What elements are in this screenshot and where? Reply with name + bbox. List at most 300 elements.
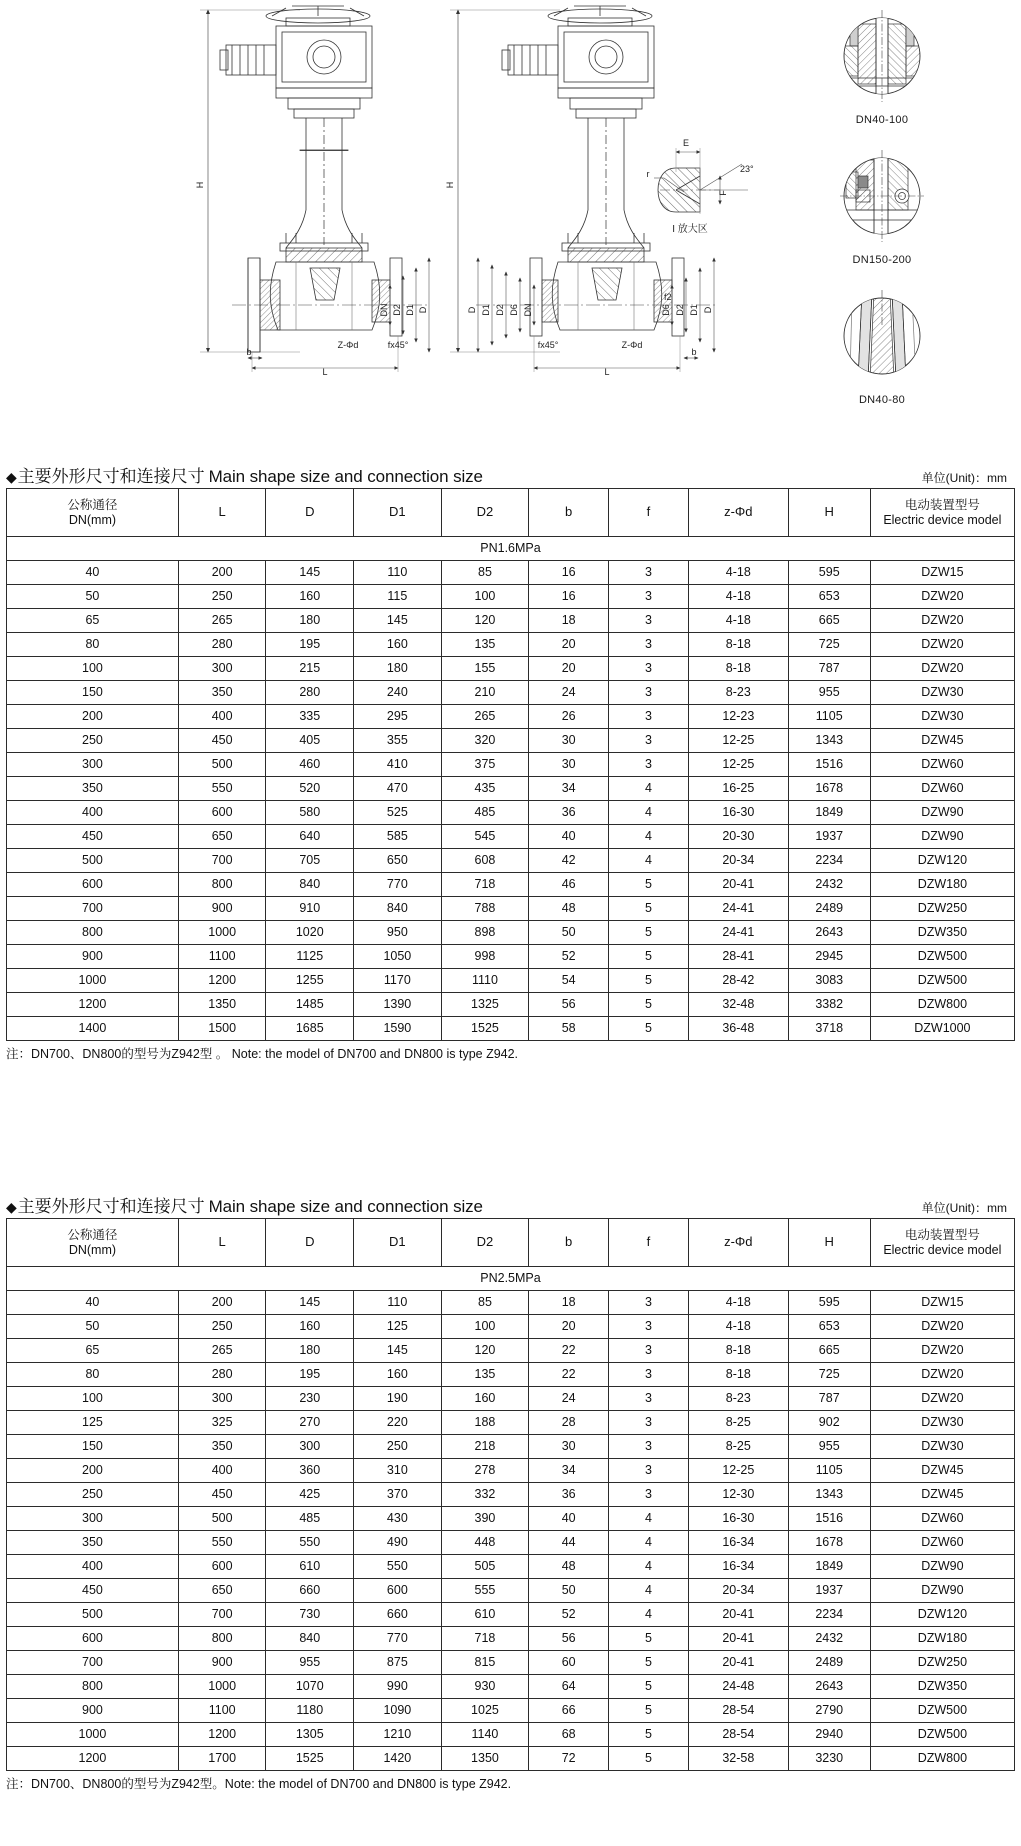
- table-row: [7, 681, 1015, 705]
- table-cell-D1: 990: [354, 1675, 442, 1699]
- table-cell-电动装置型号: DZW20: [870, 1315, 1014, 1339]
- table-cell-D1: 650: [354, 849, 442, 873]
- table-cell-b: 30: [529, 1435, 609, 1459]
- table-cell-D2: 998: [441, 945, 529, 969]
- table-cell-L: 350: [178, 1435, 266, 1459]
- table-header-row-pn25: [7, 1219, 1015, 1267]
- section-header-pn16: [0, 462, 1021, 488]
- table-row: [7, 777, 1015, 801]
- table-cell-电动装置型号: DZW500: [870, 1723, 1014, 1747]
- table-cell-f: 3: [609, 1459, 689, 1483]
- table-cell-公称通径: 200: [7, 705, 179, 729]
- table-cell-f: 4: [609, 1507, 689, 1531]
- table-row: [7, 1483, 1015, 1507]
- table-cell-电动装置型号: DZW20: [870, 1387, 1014, 1411]
- table-cell-公称通径: 400: [7, 801, 179, 825]
- table-cell-D2: 1110: [441, 969, 529, 993]
- table-cell-公称通径: 900: [7, 1699, 179, 1723]
- table-cell-D2: 320: [441, 729, 529, 753]
- col-header-b: b: [529, 489, 609, 537]
- table-cell-公称通径: 500: [7, 1603, 179, 1627]
- section-title-pn16: [6, 462, 483, 487]
- table-cell-b: 18: [529, 1291, 609, 1315]
- table-row: [7, 1435, 1015, 1459]
- section-title-en: Main shape size and connection size: [208, 467, 483, 486]
- table-cell-z-Φd: 20-41: [688, 873, 788, 897]
- table-cell-公称通径: 80: [7, 1363, 179, 1387]
- table-cell-电动装置型号: DZW180: [870, 873, 1014, 897]
- table-cell-z-Φd: 4-18: [688, 609, 788, 633]
- table-cell-L: 1200: [178, 1723, 266, 1747]
- table-cell-D1: 160: [354, 633, 442, 657]
- table-cell-z-Φd: 8-23: [688, 681, 788, 705]
- table-cell-L: 450: [178, 729, 266, 753]
- technical-drawing: [0, 0, 1021, 440]
- table-cell-D: 550: [266, 1531, 354, 1555]
- dim-label-L-left: L: [322, 367, 328, 377]
- table-cell-b: 20: [529, 657, 609, 681]
- dimension-table-pn16: [6, 488, 1015, 1041]
- col-header-D2-2: D2: [441, 1219, 529, 1267]
- table-cell-D1: 125: [354, 1315, 442, 1339]
- table-row: [7, 1363, 1015, 1387]
- table-cell-电动装置型号: DZW90: [870, 801, 1014, 825]
- table-cell-电动装置型号: DZW500: [870, 945, 1014, 969]
- detail-dn150-200-figure: [832, 146, 932, 246]
- detail-zoom-caption: I 放大区: [672, 224, 708, 235]
- table-cell-公称通径: 150: [7, 1435, 179, 1459]
- table-cell-D: 425: [266, 1483, 354, 1507]
- table-header-row-pn16: [7, 489, 1015, 537]
- table-body-pn25: [7, 1267, 1015, 1771]
- table-cell-电动装置型号: DZW45: [870, 1483, 1014, 1507]
- table-cell-D2: 1350: [441, 1747, 529, 1771]
- table-cell-H: 3718: [788, 1017, 870, 1041]
- table-cell-f: 4: [609, 1603, 689, 1627]
- table-cell-公称通径: 800: [7, 921, 179, 945]
- table-note-pn16: 注：DN700、DN800的型号为Z942型 。 Note: the model of DN700 and DN800 is type Z942.: [6, 1047, 519, 1061]
- table-cell-电动装置型号: DZW60: [870, 1507, 1014, 1531]
- table-cell-D2: 485: [441, 801, 529, 825]
- col-header-model-en: Electric device model: [883, 512, 1002, 527]
- table-cell-z-Φd: 28-54: [688, 1723, 788, 1747]
- table-cell-f: 3: [609, 657, 689, 681]
- table-cell-D: 910: [266, 897, 354, 921]
- table-cell-z-Φd: 24-41: [688, 897, 788, 921]
- table-cell-D2: 930: [441, 1675, 529, 1699]
- table-cell-D1: 490: [354, 1531, 442, 1555]
- pressure-class-row-pn16: [7, 537, 1015, 561]
- table-cell-公称通径: 350: [7, 777, 179, 801]
- table-cell-电动装置型号: DZW90: [870, 1579, 1014, 1603]
- table-row: [7, 1411, 1015, 1435]
- table-cell-H: 1849: [788, 1555, 870, 1579]
- table-cell-D2: 718: [441, 873, 529, 897]
- table-row: [7, 945, 1015, 969]
- table-cell-D: 1685: [266, 1017, 354, 1041]
- table-cell-D2: 555: [441, 1579, 529, 1603]
- detail-caption-dn40-80: DN40-80: [858, 394, 906, 406]
- table-cell-电动装置型号: DZW20: [870, 1339, 1014, 1363]
- table-cell-L: 200: [178, 561, 266, 585]
- table-cell-z-Φd: 8-18: [688, 633, 788, 657]
- table-cell-f: 5: [609, 1747, 689, 1771]
- table-cell-b: 60: [529, 1651, 609, 1675]
- table-cell-f: 3: [609, 1339, 689, 1363]
- pressure-class-row-pn25: [7, 1267, 1015, 1291]
- table-cell-b: 48: [529, 897, 609, 921]
- table-row: [7, 1459, 1015, 1483]
- table-cell-b: 46: [529, 873, 609, 897]
- table-cell-电动装置型号: DZW20: [870, 633, 1014, 657]
- table-cell-L: 400: [178, 1459, 266, 1483]
- table-cell-电动装置型号: DZW800: [870, 1747, 1014, 1771]
- table-cell-H: 1678: [788, 777, 870, 801]
- table-cell-z-Φd: 20-41: [688, 1627, 788, 1651]
- table-cell-D: 160: [266, 1315, 354, 1339]
- table-row: [7, 1747, 1015, 1771]
- table-cell-D: 1305: [266, 1723, 354, 1747]
- table-cell-D1: 190: [354, 1387, 442, 1411]
- table-cell-电动装置型号: DZW45: [870, 729, 1014, 753]
- table-cell-b: 56: [529, 993, 609, 1017]
- table-row: [7, 825, 1015, 849]
- table-cell-D2: 155: [441, 657, 529, 681]
- table-row: [7, 1579, 1015, 1603]
- table-row: [7, 657, 1015, 681]
- table-cell-z-Φd: 8-23: [688, 1387, 788, 1411]
- table-cell-z-Φd: 16-25: [688, 777, 788, 801]
- table-cell-电动装置型号: DZW500: [870, 1699, 1014, 1723]
- table-cell-L: 650: [178, 825, 266, 849]
- dim-label-zphid-right: Z-Φd: [621, 340, 643, 350]
- svg-text:DN: DN: [379, 303, 389, 317]
- table-cell-D2: 265: [441, 705, 529, 729]
- col-header-dn-cn-2: 公称通径: [67, 1228, 118, 1243]
- table-cell-D1: 770: [354, 1627, 442, 1651]
- table-cell-H: 1105: [788, 1459, 870, 1483]
- table-cell-D: 230: [266, 1387, 354, 1411]
- table-cell-L: 800: [178, 873, 266, 897]
- col-header-f: f: [609, 489, 689, 537]
- table-cell-电动装置型号: DZW20: [870, 609, 1014, 633]
- table-cell-z-Φd: 20-34: [688, 849, 788, 873]
- table-cell-公称通径: 100: [7, 1387, 179, 1411]
- table-row: [7, 1651, 1015, 1675]
- table-cell-L: 1200: [178, 969, 266, 993]
- table-cell-z-Φd: 24-48: [688, 1675, 788, 1699]
- col-header-dn-en: DN(mm): [68, 512, 117, 527]
- seat-detail-column: [762, 0, 1021, 406]
- table-cell-L: 400: [178, 705, 266, 729]
- col-header-model-en-2: Electric device model: [883, 1242, 1002, 1257]
- table-cell-D1: 1170: [354, 969, 442, 993]
- table-cell-D: 160: [266, 585, 354, 609]
- table-cell-D1: 160: [354, 1363, 442, 1387]
- table-cell-公称通径: 80: [7, 633, 179, 657]
- table-cell-公称通径: 900: [7, 945, 179, 969]
- table-cell-公称通径: 300: [7, 1507, 179, 1531]
- table-cell-b: 66: [529, 1699, 609, 1723]
- table-cell-D1: 1090: [354, 1699, 442, 1723]
- detail-dn40-80: [812, 286, 952, 406]
- table-cell-f: 5: [609, 1675, 689, 1699]
- table-cell-f: 3: [609, 1411, 689, 1435]
- table-cell-f: 3: [609, 705, 689, 729]
- table-cell-电动装置型号: DZW350: [870, 921, 1014, 945]
- table-cell-z-Φd: 32-48: [688, 993, 788, 1017]
- table-cell-H: 595: [788, 1291, 870, 1315]
- detail-dn150-200: [812, 146, 952, 266]
- table-cell-D1: 145: [354, 609, 442, 633]
- table-cell-f: 3: [609, 1315, 689, 1339]
- table-cell-公称通径: 1400: [7, 1017, 179, 1041]
- table-row: [7, 1603, 1015, 1627]
- table-cell-D: 640: [266, 825, 354, 849]
- table-cell-D1: 1420: [354, 1747, 442, 1771]
- table-cell-公称通径: 350: [7, 1531, 179, 1555]
- table-cell-b: 30: [529, 729, 609, 753]
- table-cell-公称通径: 600: [7, 873, 179, 897]
- table-cell-H: 902: [788, 1411, 870, 1435]
- dim-label-H-right: H: [445, 181, 455, 189]
- table-cell-H: 3230: [788, 1747, 870, 1771]
- table-cell-H: 2234: [788, 849, 870, 873]
- table-cell-f: 3: [609, 609, 689, 633]
- bullet-diamond-icon-2: ◆: [6, 1199, 17, 1215]
- col-header-zphid-2: z-Φd: [688, 1219, 788, 1267]
- table-cell-H: 725: [788, 633, 870, 657]
- table-cell-z-Φd: 36-48: [688, 1017, 788, 1041]
- svg-text:D1: D1: [689, 304, 699, 316]
- table-cell-公称通径: 700: [7, 897, 179, 921]
- dim-label-chamfer-left: fx45°: [387, 340, 409, 350]
- table-cell-D1: 110: [354, 561, 442, 585]
- pressure-class-label: PN1.6MPa: [7, 537, 1015, 561]
- table-cell-D2: 1025: [441, 1699, 529, 1723]
- table-cell-D: 705: [266, 849, 354, 873]
- table-cell-f: 3: [609, 585, 689, 609]
- table-cell-z-Φd: 8-25: [688, 1435, 788, 1459]
- section-header-pn25: [0, 1192, 1021, 1218]
- table-cell-电动装置型号: DZW60: [870, 777, 1014, 801]
- section-pn16: [0, 462, 1021, 1062]
- table-cell-D1: 770: [354, 873, 442, 897]
- table-cell-D2: 160: [441, 1387, 529, 1411]
- table-cell-b: 34: [529, 777, 609, 801]
- dim-label-b-left: b: [246, 347, 252, 357]
- table-cell-H: 1516: [788, 753, 870, 777]
- table-cell-D2: 718: [441, 1627, 529, 1651]
- table-cell-b: 58: [529, 1017, 609, 1041]
- table-row: [7, 897, 1015, 921]
- col-header-dn: [7, 489, 179, 537]
- table-cell-H: 665: [788, 1339, 870, 1363]
- table-cell-L: 450: [178, 1483, 266, 1507]
- table-cell-z-Φd: 16-34: [688, 1531, 788, 1555]
- col-header-H-2: H: [788, 1219, 870, 1267]
- table-row: [7, 801, 1015, 825]
- table-cell-H: 2432: [788, 873, 870, 897]
- table-cell-L: 1000: [178, 1675, 266, 1699]
- table-cell-D2: 278: [441, 1459, 529, 1483]
- table-cell-D2: 505: [441, 1555, 529, 1579]
- table-cell-H: 1937: [788, 1579, 870, 1603]
- table-cell-电动装置型号: DZW250: [870, 897, 1014, 921]
- table-cell-z-Φd: 32-58: [688, 1747, 788, 1771]
- table-cell-L: 250: [178, 585, 266, 609]
- table-cell-电动装置型号: DZW45: [870, 1459, 1014, 1483]
- table-cell-z-Φd: 12-25: [688, 753, 788, 777]
- table-cell-f: 5: [609, 945, 689, 969]
- table-cell-L: 280: [178, 1363, 266, 1387]
- table-cell-D: 215: [266, 657, 354, 681]
- table-cell-D2: 545: [441, 825, 529, 849]
- table-cell-D1: 370: [354, 1483, 442, 1507]
- table-cell-D: 405: [266, 729, 354, 753]
- table-cell-L: 500: [178, 1507, 266, 1531]
- table-cell-D: 730: [266, 1603, 354, 1627]
- table-cell-b: 20: [529, 633, 609, 657]
- table-cell-b: 24: [529, 1387, 609, 1411]
- table-cell-L: 800: [178, 1627, 266, 1651]
- table-cell-b: 72: [529, 1747, 609, 1771]
- table-cell-电动装置型号: DZW20: [870, 585, 1014, 609]
- col-header-D: D: [266, 489, 354, 537]
- table-cell-L: 600: [178, 1555, 266, 1579]
- table-cell-b: 16: [529, 585, 609, 609]
- table-cell-D1: 875: [354, 1651, 442, 1675]
- table-cell-D1: 525: [354, 801, 442, 825]
- table-row: [7, 969, 1015, 993]
- table-cell-b: 48: [529, 1555, 609, 1579]
- table-row: [7, 705, 1015, 729]
- table-cell-b: 56: [529, 1627, 609, 1651]
- table-cell-D: 1525: [266, 1747, 354, 1771]
- col-header-model-cn: 电动装置型号: [904, 498, 980, 513]
- table-cell-D1: 600: [354, 1579, 442, 1603]
- table-cell-H: 653: [788, 1315, 870, 1339]
- table-row: [7, 849, 1015, 873]
- table-cell-z-Φd: 8-25: [688, 1411, 788, 1435]
- table-cell-D: 180: [266, 609, 354, 633]
- table-cell-f: 3: [609, 1387, 689, 1411]
- table-cell-公称通径: 1000: [7, 1723, 179, 1747]
- table-cell-f: 3: [609, 1435, 689, 1459]
- table-cell-D1: 115: [354, 585, 442, 609]
- table-cell-H: 2790: [788, 1699, 870, 1723]
- table-row: [7, 1507, 1015, 1531]
- table-cell-公称通径: 125: [7, 1411, 179, 1435]
- table-cell-z-Φd: 20-34: [688, 1579, 788, 1603]
- col-header-model-2: [870, 1219, 1014, 1267]
- bullet-diamond-icon: ◆: [6, 469, 17, 485]
- table-cell-D1: 470: [354, 777, 442, 801]
- table-cell-D1: 220: [354, 1411, 442, 1435]
- table-cell-z-Φd: 12-23: [688, 705, 788, 729]
- table-cell-D: 840: [266, 1627, 354, 1651]
- table-cell-L: 1100: [178, 1699, 266, 1723]
- table-cell-L: 1100: [178, 945, 266, 969]
- chamfer-enlarged-detail: [654, 148, 748, 214]
- table-cell-D1: 550: [354, 1555, 442, 1579]
- table-cell-b: 22: [529, 1339, 609, 1363]
- section-unit-pn25: 单位(Unit)：mm: [921, 1201, 1007, 1215]
- svg-text:D: D: [418, 306, 428, 314]
- table-cell-D1: 1210: [354, 1723, 442, 1747]
- table-row: [7, 873, 1015, 897]
- table-cell-D2: 1325: [441, 993, 529, 1017]
- table-cell-H: 653: [788, 585, 870, 609]
- table-cell-L: 700: [178, 849, 266, 873]
- table-row: [7, 1555, 1015, 1579]
- table-cell-f: 5: [609, 1723, 689, 1747]
- table-cell-L: 250: [178, 1315, 266, 1339]
- table-cell-z-Φd: 20-41: [688, 1603, 788, 1627]
- table-cell-D: 1485: [266, 993, 354, 1017]
- table-cell-D2: 120: [441, 1339, 529, 1363]
- table-row: [7, 633, 1015, 657]
- table-cell-公称通径: 100: [7, 657, 179, 681]
- table-row: [7, 609, 1015, 633]
- table-cell-D2: 608: [441, 849, 529, 873]
- table-cell-D1: 180: [354, 657, 442, 681]
- table-cell-D2: 100: [441, 1315, 529, 1339]
- table-cell-z-Φd: 4-18: [688, 1315, 788, 1339]
- table-row: [7, 561, 1015, 585]
- table-cell-f: 3: [609, 561, 689, 585]
- section-title-en-2: Main shape size and connection size: [208, 1197, 483, 1216]
- table-cell-b: 20: [529, 1315, 609, 1339]
- col-header-b-2: b: [529, 1219, 609, 1267]
- left-valve-view: [200, 6, 430, 372]
- table-cell-b: 50: [529, 921, 609, 945]
- table-cell-H: 1343: [788, 1483, 870, 1507]
- table-cell-b: 44: [529, 1531, 609, 1555]
- table-row: [7, 1017, 1015, 1041]
- table-cell-D1: 145: [354, 1339, 442, 1363]
- table-cell-公称通径: 600: [7, 1627, 179, 1651]
- table-cell-b: 18: [529, 609, 609, 633]
- table-cell-D2: 435: [441, 777, 529, 801]
- table-cell-z-Φd: 8-18: [688, 657, 788, 681]
- table-cell-公称通径: 65: [7, 1339, 179, 1363]
- svg-text:D6: D6: [661, 304, 671, 316]
- col-header-D1-2: D1: [354, 1219, 442, 1267]
- table-row: [7, 729, 1015, 753]
- table-cell-D: 195: [266, 1363, 354, 1387]
- dim-label-f2: f2: [664, 292, 672, 302]
- detail-dn40-80-figure: [832, 286, 932, 386]
- table-cell-f: 3: [609, 681, 689, 705]
- table-cell-D2: 188: [441, 1411, 529, 1435]
- table-cell-f: 3: [609, 1483, 689, 1507]
- table-cell-f: 4: [609, 1579, 689, 1603]
- table-cell-b: 22: [529, 1363, 609, 1387]
- svg-text:D2: D2: [392, 304, 402, 316]
- table-cell-D1: 310: [354, 1459, 442, 1483]
- table-cell-D2: 610: [441, 1603, 529, 1627]
- table-cell-H: 1937: [788, 825, 870, 849]
- table-cell-公称通径: 400: [7, 1555, 179, 1579]
- table-cell-D: 300: [266, 1435, 354, 1459]
- table-cell-D: 460: [266, 753, 354, 777]
- table-cell-L: 1350: [178, 993, 266, 1017]
- table-cell-D1: 110: [354, 1291, 442, 1315]
- table-cell-b: 40: [529, 825, 609, 849]
- table-cell-电动装置型号: DZW30: [870, 1411, 1014, 1435]
- table-cell-D: 955: [266, 1651, 354, 1675]
